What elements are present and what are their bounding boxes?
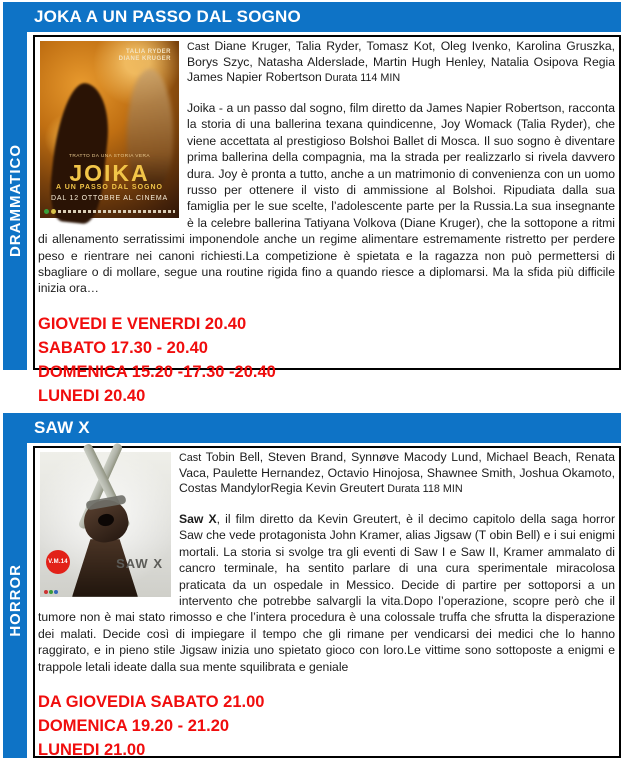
movie-card-joika [3, 2, 621, 405]
showtime-line: SABATO 17.30 - 20.40 [38, 338, 208, 357]
genre-label: HORROR [6, 564, 24, 637]
poster-credits-strip [44, 208, 175, 215]
description-lead: Saw X [179, 512, 217, 526]
cast-names: Diane Kruger, Talia Ryder, Tomasz Kot, Oleg Ivenko, Karolina Gruszka, Borys Szyc, Natasha Alderslade, Martin Hugh Henley, Natalia Osipova [187, 39, 615, 69]
showtime-line: LUNEDI 20.40 [38, 386, 146, 405]
description-text: Joika - a un passo dal sogno, film diretto da James Napier Robertson, racconta la storia di una ballerina texana quindicenne, Joy Womack (Talia Ryder), che viene accettata al prestigioso Bolshoi Ballet di Mosca. Il suo sogno è diventare prima ballerina della compagnia, ma la strada per realizzarlo si rivela davvero dura. Joy è pronta a tutto, anche a un matrimonio di convenienza con un uomo russo per ottenere il visto di ammissione al Bolshoi. Ripudiata dalla sua famiglia per le sue scelte, l’adolescente parte per la Russia.La sua insegnante è la celebre ballerina Tatiyana Volkova (Diane Kruger), che la sottopone a ritmi di allenamento serratissimi imponendole anche un regime alimentare estremamente ristretto per perdere peso e rientrare nei canoni richiesti.La competizione è spietata e la ragazza non può permettersi di sbagliare o di mollare, segue una routine rigida fino a quando riesce a diplomarsi. Ma la sfida più difficile inizia ora… [38, 101, 615, 296]
movie-title-bar [3, 2, 621, 32]
poster-subtitle: A UN PASSO DAL SOGNO [56, 184, 163, 191]
poster-actor-names: TALIA RYDER DIANE KRUGER [118, 49, 171, 62]
showtimes-block [38, 312, 615, 408]
showtime-line: DOMENICA 15.20 -17.30 -20.40 [38, 362, 276, 381]
logo-dot-green [49, 590, 53, 594]
poster-release-date: DAL 12 OTTOBRE AL CINEMA [51, 195, 168, 202]
movie-poster-joika [40, 41, 179, 218]
movie-content [33, 35, 621, 405]
cast-names: Tobin Bell, Steven Brand, Synnøve Macody Lund, Michael Beach, Renata Vaca, Paulette Hernandez, Octavio Hinojosa, Shawnee Smith, Joshua Okamoto, Costas Mandylor [179, 450, 615, 495]
director-credit: Regia Kevin Greutert [270, 481, 385, 495]
poster-logo-dots [44, 590, 58, 594]
movie-content [33, 446, 621, 758]
genre-sidebar [3, 32, 27, 370]
showtime-line: LUNEDI 21.00 [38, 741, 146, 760]
poster-tagline: TRATTO DA UNA STORIA VERA [69, 153, 150, 159]
credits-bar [58, 210, 175, 213]
logo-dot-green [44, 209, 49, 214]
movie-title: SAW X [34, 418, 90, 437]
genre-label: DRAMMATICO [6, 144, 24, 258]
movie-title: JOKA A UN PASSO DAL SOGNO [34, 7, 301, 26]
poster-title: SAW X [116, 556, 163, 571]
showtime-line: DA GIOVEDIA SABATO 21.00 [38, 693, 265, 712]
duration-label: Durata 118 MIN [384, 483, 463, 495]
age-rating-badge: V.M.14 [46, 550, 70, 574]
movie-poster-sawx [40, 452, 171, 597]
genre-sidebar [3, 443, 27, 758]
director-credit: Regia James Napier Robertson [187, 55, 615, 84]
showtime-line: DOMENICA 19.20 - 21.20 [38, 717, 230, 736]
logo-dot-blue [54, 590, 58, 594]
movie-title-bar [3, 413, 621, 443]
logo-dot-red [44, 590, 48, 594]
cast-label: Cast [187, 41, 210, 53]
description-text: , il film diretto da Kevin Greutert, è il decimo capitolo della saga horror Saw che vede protagonista John Kramer, alias Jigsaw (T obin Bell) e i sui enigmi mortali. La storia si svolge tra gli eventi di Saw I e Saw II, Kramer ammalato di cancro terminale, ha sentito parlare di una cura sperimentale miracolosa praticata da un ospedale in Messico. Decide di partire per sottoporsi a un intervento che potrebbe salvargli la vita.Dopo l’operazione, scopre però che il tumore non è mai stato rimosso e che l’intera procedura è una colossale truffa che sfrutta la disperazione dei malati. Decide così di impiegare il tempo che gli rimane per vendicarsi dei medici che lo hanno raggirato, e in pieno stile Jigsaw inizia uno spietato gioco con loro.Le vittime sono sottoposte a enigmi e trappole letali ideate dalla sua mente squilibrata e geniale [38, 512, 615, 674]
movie-card-sawx [3, 413, 621, 758]
showtime-line: GIOVEDI E VENERDI 20.40 [38, 314, 247, 333]
logo-dot-yellow [51, 209, 56, 214]
duration-label: Durata 114 MIN [321, 72, 401, 84]
cast-label: Cast [179, 452, 202, 464]
poster-title: JOIKA [69, 160, 150, 186]
showtimes-block [38, 690, 615, 762]
